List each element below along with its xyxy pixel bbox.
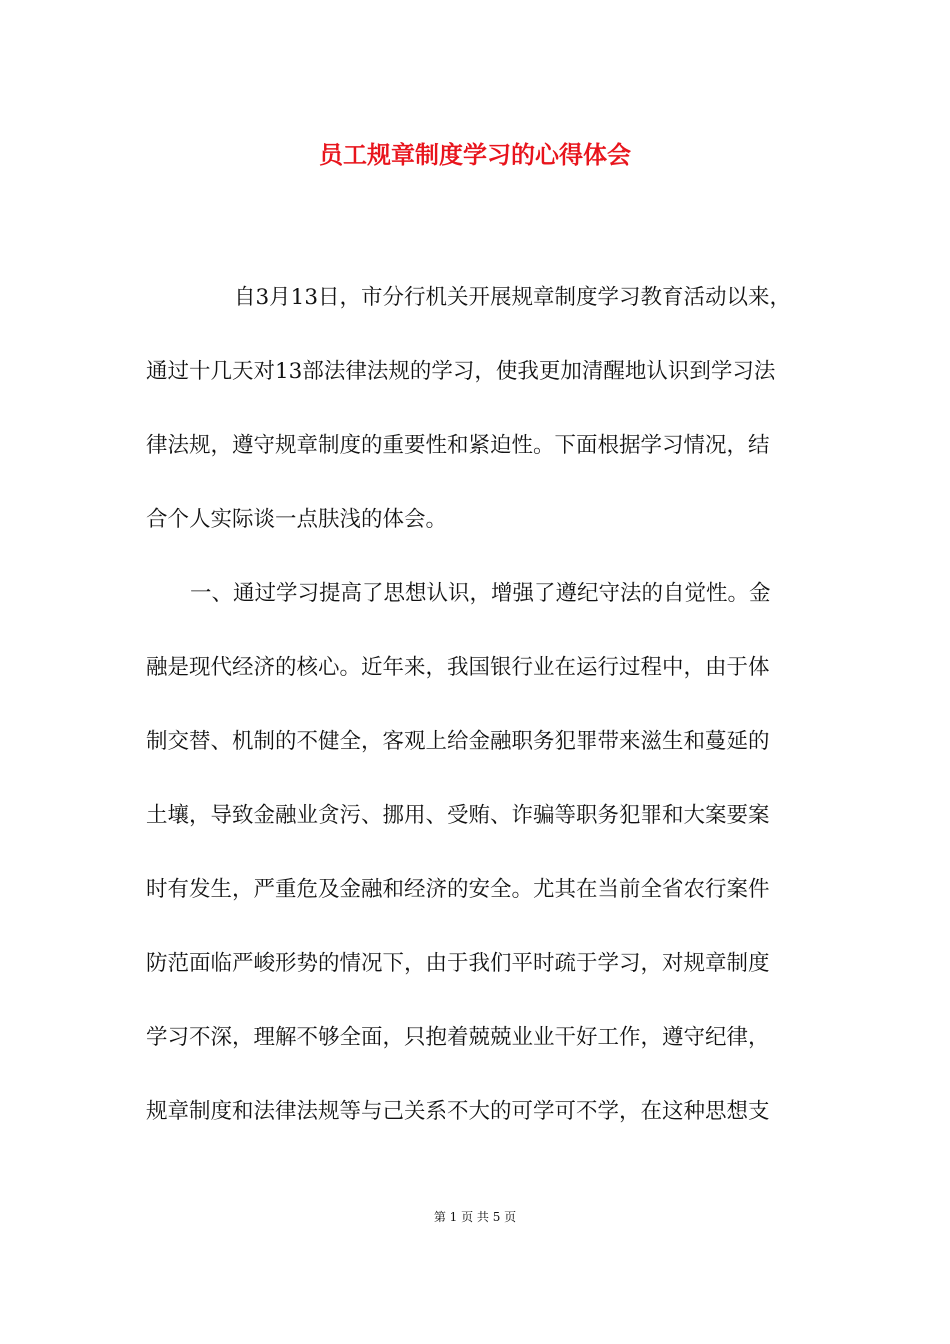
paragraph-2-line-3: 制交替、机制的不健全，客观上给金融职务犯罪带来滋生和蔓延的 <box>146 729 770 754</box>
paragraph-2-line-5: 时有发生，严重危及金融和经济的安全。尤其在当前全省农行案件 <box>146 877 770 902</box>
paragraph-1-line-2: 通过十几天对13部法律法规的学习，使我更加清醒地认识到学习法 <box>146 359 776 384</box>
paragraph-2-line-6: 防范面临严峻形势的情况下，由于我们平时疏于学习，对规章制度 <box>146 951 770 976</box>
paragraph-1-line-4: 合个人实际谈一点肤浅的体会。 <box>146 507 448 532</box>
paragraph-2-line-7: 学习不深，理解不够全面，只抱着兢兢业业干好工作，遵守纪律， <box>146 1025 770 1050</box>
paragraph-2-line-1: 一、通过学习提高了思想认识，增强了遵纪守法的自觉性。金 <box>190 581 771 606</box>
paragraph-2-line-4: 土壤，导致金融业贪污、挪用、受贿、诈骗等职务犯罪和大案要案 <box>146 803 770 828</box>
document-title: 员工规章制度学习的心得体会 <box>319 140 631 169</box>
paragraph-2-line-2: 融是现代经济的核心。近年来，我国银行业在运行过程中，由于体 <box>146 655 770 680</box>
paragraph-1-line-1: 自3月13日，市分行机关开展规章制度学习教育活动以来， <box>234 285 792 310</box>
paragraph-1-line-3: 律法规，遵守规章制度的重要性和紧迫性。下面根据学习情况，结 <box>146 433 770 458</box>
page-footer: 第 1 页 共 5 页 <box>433 1210 517 1224</box>
paragraph-2-line-8: 规章制度和法律法规等与己关系不大的可学可不学，在这种思想支 <box>146 1099 770 1124</box>
